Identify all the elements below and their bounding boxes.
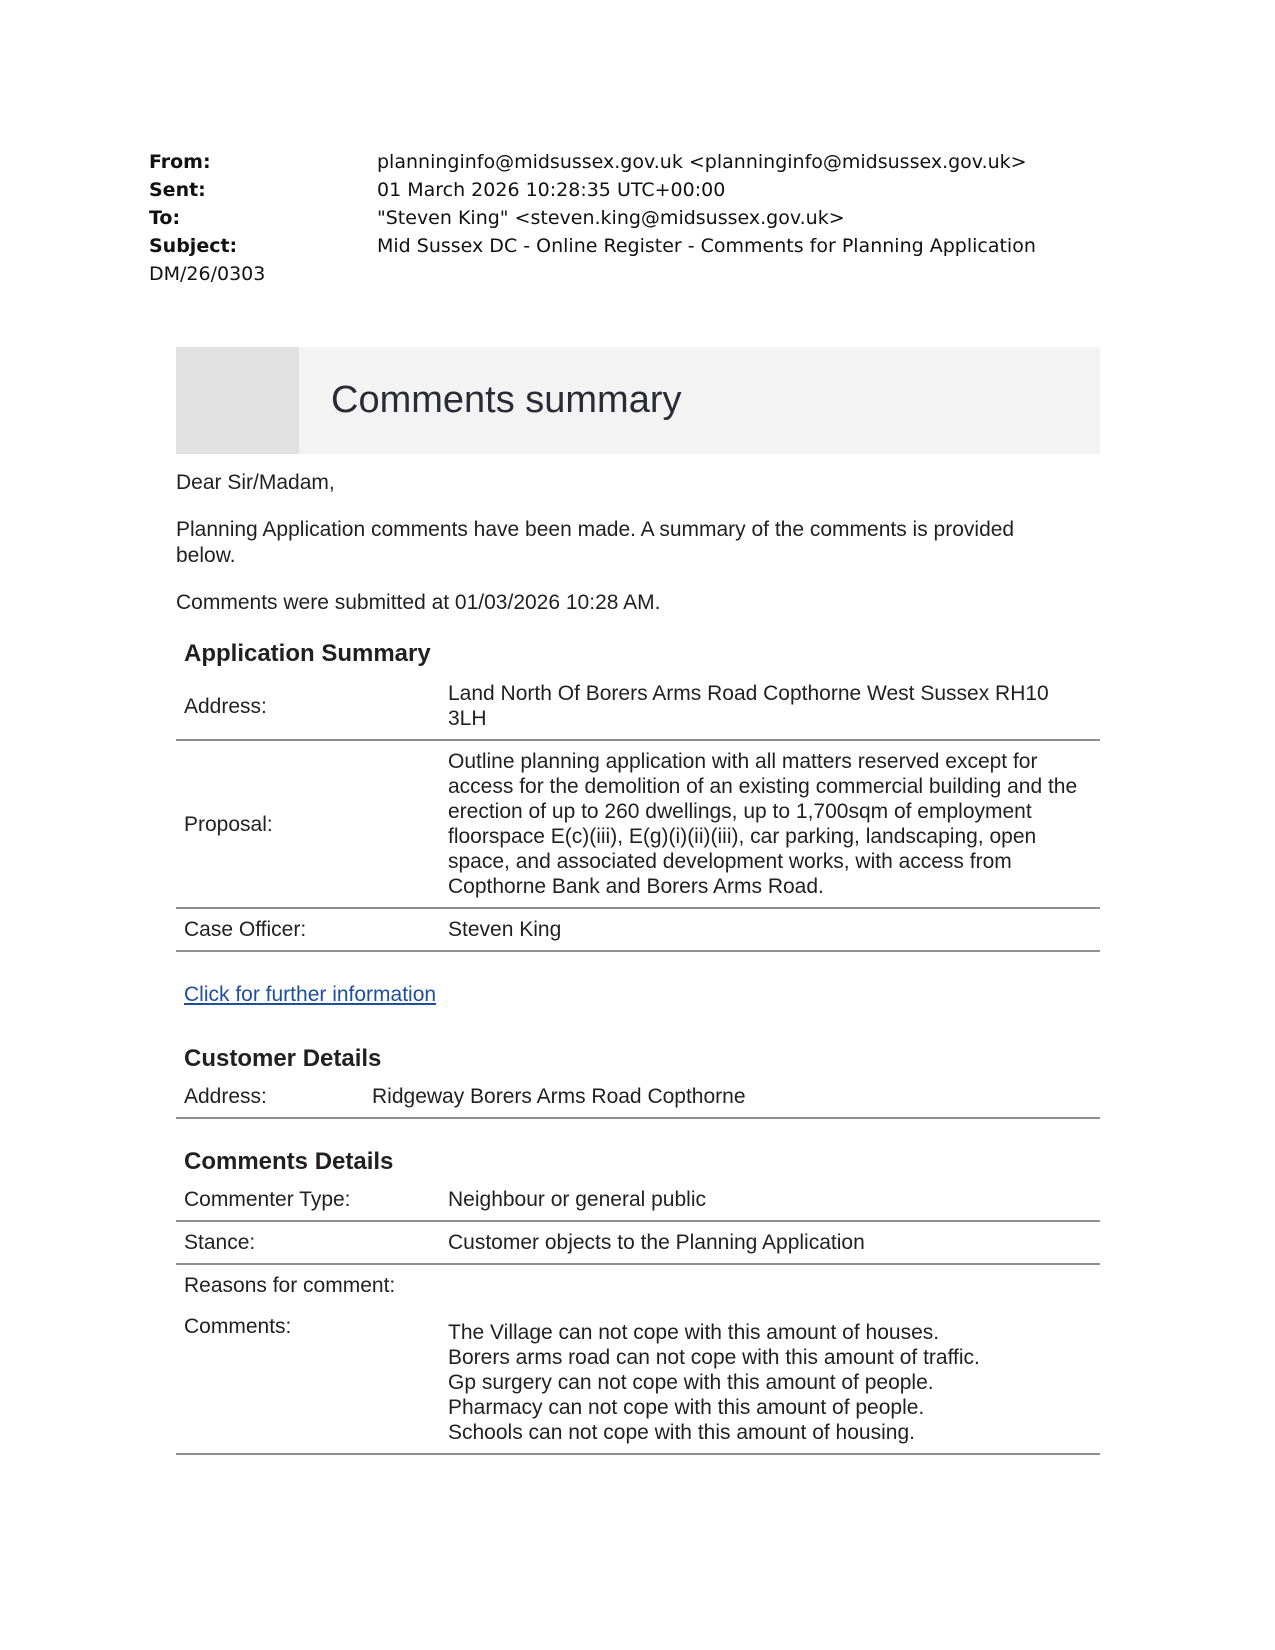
- stance-label: Stance:: [176, 1221, 440, 1264]
- to-value: "Steven King" <steven.king@midsussex.gov.uk>: [377, 207, 845, 229]
- greeting: Dear Sir/Madam,: [176, 471, 335, 494]
- email-subject-row: [149, 232, 1149, 260]
- comment-line: Borers arms road can not cope with this amount of traffic.: [448, 1346, 980, 1369]
- table-row: [176, 1306, 1100, 1454]
- from-value: planninginfo@midsussex.gov.uk <planninginfo@midsussex.gov.uk>: [377, 151, 1027, 173]
- comment-line: Gp surgery can not cope with this amount of people.: [448, 1371, 934, 1394]
- reasons-value: [440, 1264, 1100, 1306]
- sent-label: Sent:: [149, 179, 206, 201]
- comments-label: Comments:: [176, 1306, 440, 1454]
- commenter-type-label: Commenter Type:: [176, 1179, 440, 1221]
- intro-message: Planning Application comments have been made. A summary of the comments is provided below.: [176, 518, 1015, 567]
- comments-summary-banner: [176, 347, 1100, 454]
- case-officer-label: Case Officer:: [176, 908, 440, 951]
- customer-details-heading: Customer Details: [184, 1045, 382, 1072]
- to-label: To:: [149, 207, 181, 229]
- application-summary-heading: Application Summary: [184, 640, 431, 667]
- table-row: [176, 1221, 1100, 1264]
- table-row: [176, 908, 1100, 951]
- application-summary-table: [176, 673, 1100, 952]
- from-label: From:: [149, 151, 211, 173]
- table-row: [176, 1179, 1100, 1221]
- subject-label: Subject:: [149, 235, 238, 257]
- comment-line: Pharmacy can not cope with this amount of people.: [448, 1396, 925, 1419]
- email-from-row: [149, 148, 1149, 176]
- email-to-row: [149, 204, 1149, 232]
- table-row: [176, 1076, 1100, 1118]
- comments-details-heading: Comments Details: [184, 1148, 394, 1175]
- subject-reference: DM/26/0303: [149, 263, 266, 285]
- page-title: Comments summary: [331, 379, 682, 421]
- stance-value: Customer objects to the Planning Application: [440, 1221, 1100, 1264]
- email-sent-row: [149, 176, 1149, 204]
- table-row: [176, 673, 1100, 740]
- customer-address-label: Address:: [176, 1076, 364, 1118]
- further-information-link[interactable]: Click for further information: [184, 983, 437, 1006]
- table-row: [176, 740, 1100, 908]
- case-officer-value: Steven King: [440, 908, 1100, 951]
- comment-line: The Village can not cope with this amount of houses.: [448, 1321, 940, 1344]
- email-body: [176, 470, 1100, 1455]
- customer-address-value: Ridgeway Borers Arms Road Copthorne: [364, 1076, 1100, 1118]
- reasons-label: Reasons for comment:: [184, 1274, 396, 1297]
- subject-value: Mid Sussex DC - Online Register - Comments for Planning Application: [377, 235, 1036, 257]
- proposal-value: Outline planning application with all matters reserved except for access for the demolition of an existing commercial building and the erection of up to 260 dwellings, up to 1,700sqm of employment floorspace E(c)(iii), E(g)(i)(ii)(iii), car parking, landscaping, open space, and associated development works, with access from Copthorne Bank and Borers Arms Road.: [440, 740, 1100, 908]
- table-row: [176, 1264, 1100, 1306]
- proposal-label: Proposal:: [176, 740, 440, 908]
- address-value: Land North Of Borers Arms Road Copthorne West Sussex RH10 3LH: [440, 673, 1100, 740]
- commenter-type-value: Neighbour or general public: [440, 1179, 1100, 1221]
- comments-value: [440, 1306, 1100, 1454]
- comments-details-table: [176, 1179, 1100, 1455]
- banner-logo-placeholder: [176, 347, 299, 454]
- submitted-timestamp: Comments were submitted at 01/03/2026 10:28 AM.: [176, 591, 661, 614]
- comment-line: Schools can not cope with this amount of housing.: [448, 1421, 915, 1444]
- email-header: [149, 148, 1149, 288]
- address-label: Address:: [176, 673, 440, 740]
- sent-value: 01 March 2026 10:28:35 UTC+00:00: [377, 179, 726, 201]
- customer-details-table: [176, 1076, 1100, 1119]
